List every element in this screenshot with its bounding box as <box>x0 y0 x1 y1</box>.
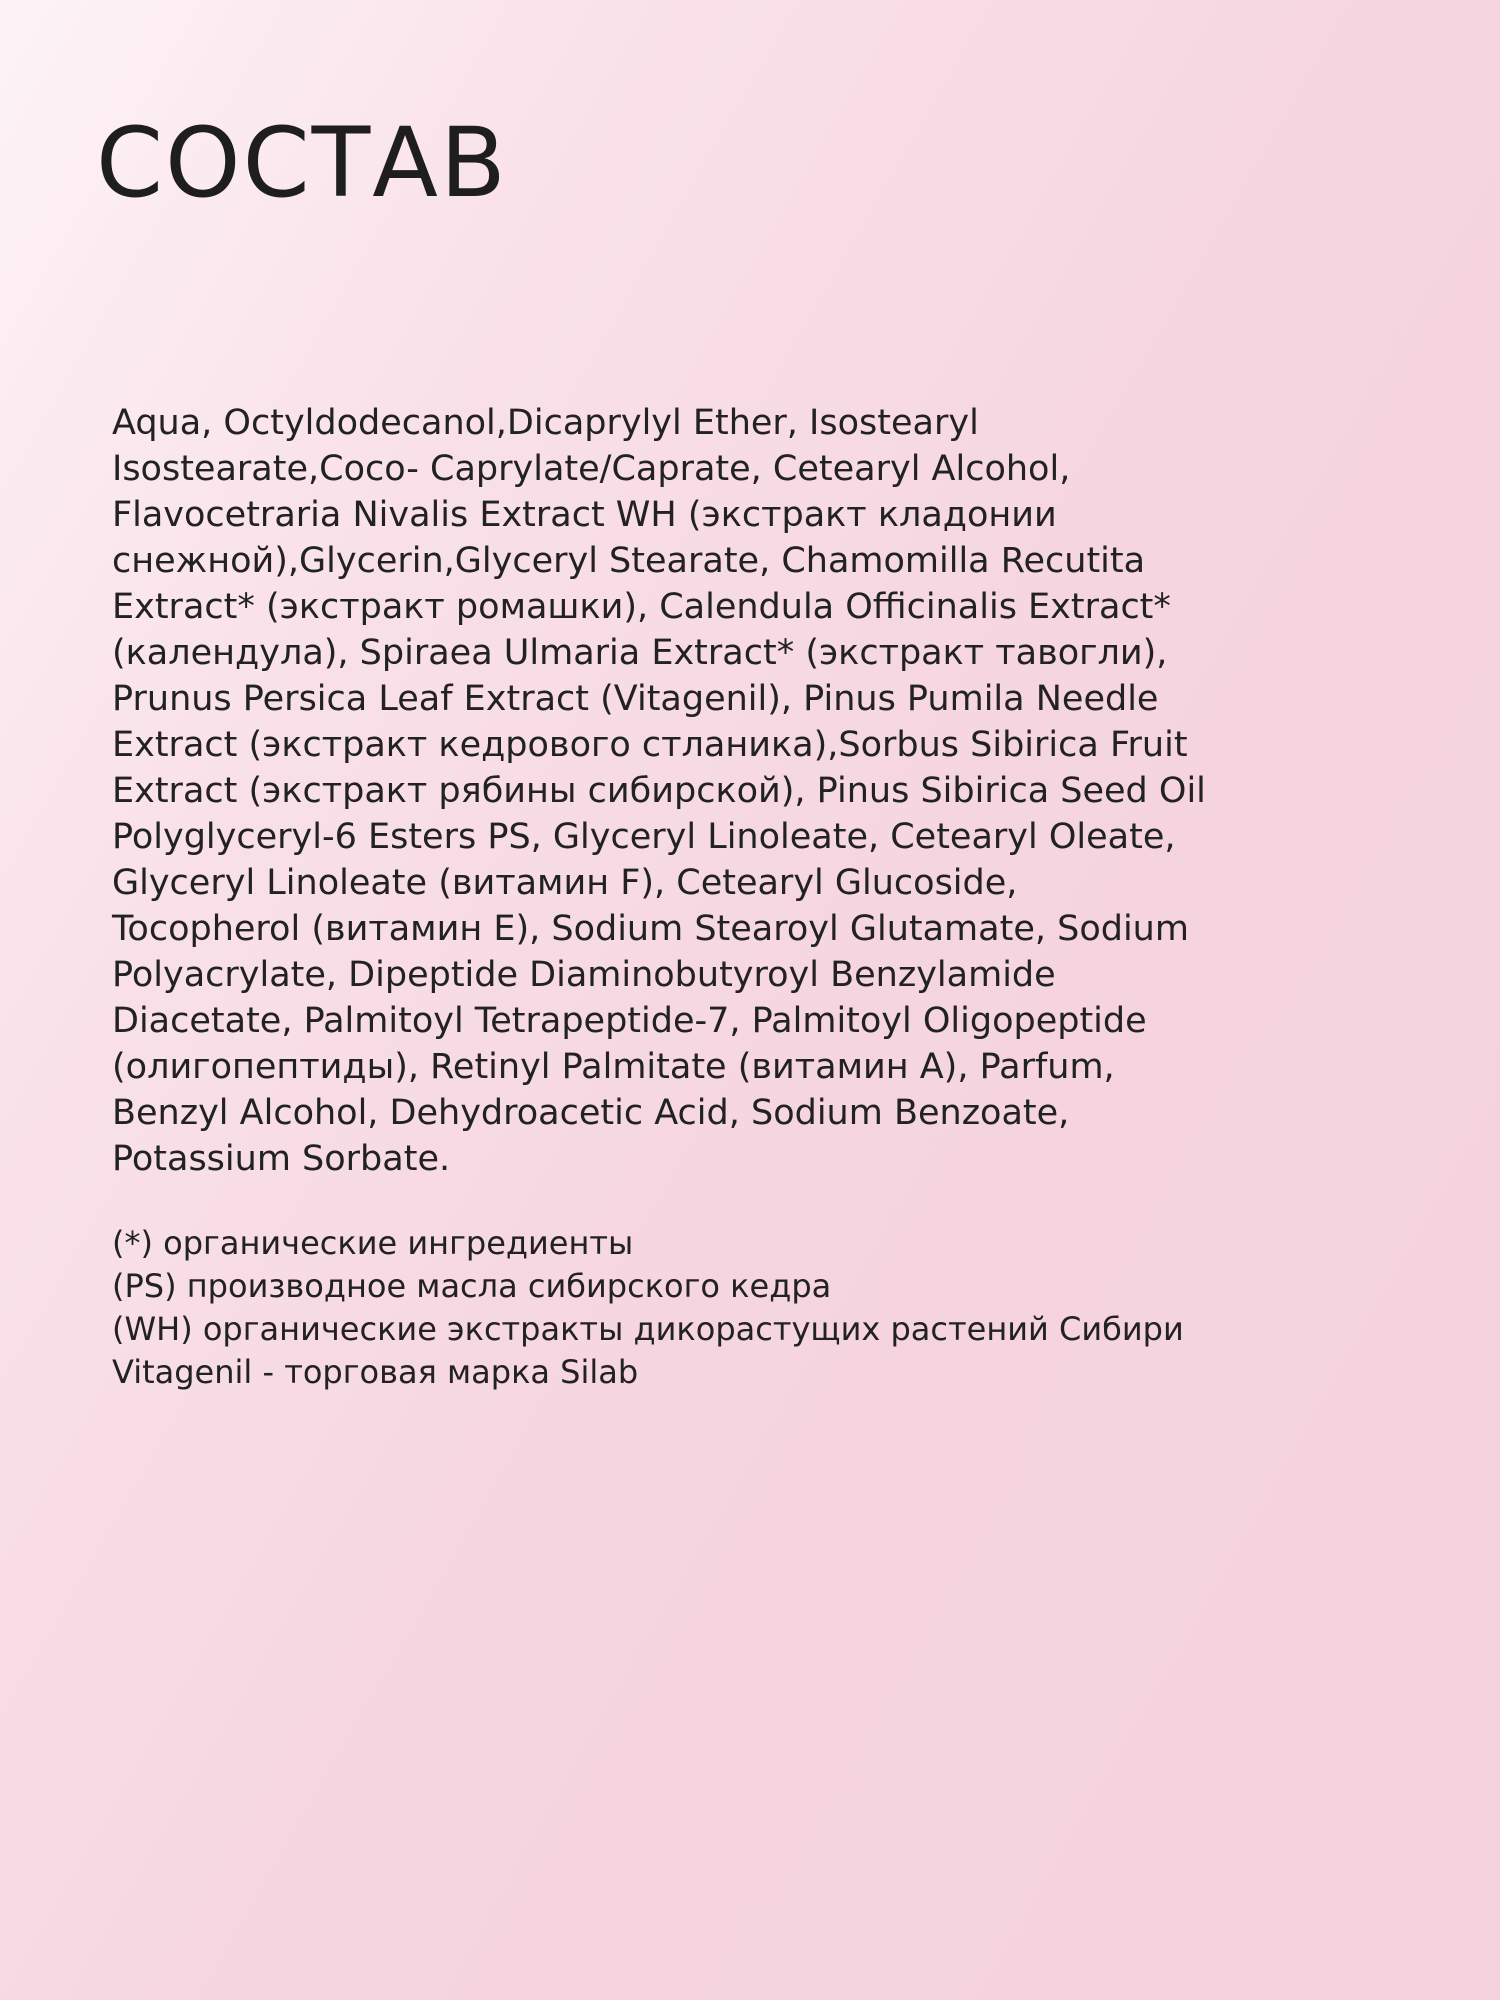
ingredients-line: Flavocetraria Nivalis Extract WH (экстракт кладонии <box>112 495 1057 535</box>
ingredients-line: (олигопептиды), Retinyl Palmitate (витамин A), Parfum, <box>112 1047 1115 1087</box>
ingredients-line: Extract (экстракт кедрового стланика),Sorbus Sibirica Fruit <box>112 725 1188 765</box>
ingredients-line: Diacetate, Palmitoyl Tetrapeptide-7, Palmitoyl Oligopeptide <box>112 1001 1147 1041</box>
page-title: СОСТАВ <box>96 107 508 219</box>
ingredients-line: (календула), Spiraea Ulmaria Extract* (экстракт тавогли), <box>112 633 1168 673</box>
ingredients-line: Polyglyceryl-6 Esters PS, Glyceryl Linoleate, Cetearyl Oleate, <box>112 817 1176 857</box>
ingredients-line: Aqua, Octyldodecanol,Dicaprylyl Ether, Isostearyl <box>112 403 979 443</box>
ingredients-line: Glyceryl Linoleate (витамин F), Cetearyl Glucoside, <box>112 863 1018 903</box>
ingredients-list <box>112 400 1412 1182</box>
ingredients-line: Extract (экстракт рябины сибирской), Pinus Sibirica Seed Oil <box>112 771 1206 811</box>
ingredients-line: Potassium Sorbate. <box>112 1139 451 1179</box>
footnotes <box>112 1222 1412 1394</box>
footnote-wh: (WH) органические экстракты дикорастущих растений Сибири <box>112 1310 1184 1348</box>
ingredients-line: Prunus Persica Leaf Extract (Vitagenil), Pinus Pumila Needle <box>112 679 1159 719</box>
ingredients-line: Isostearate,Coco- Caprylate/Caprate, Cetearyl Alcohol, <box>112 449 1071 489</box>
footnote-organic: (*) органические ингредиенты <box>112 1224 634 1262</box>
ingredients-line: Benzyl Alcohol, Dehydroacetic Acid, Sodium Benzoate, <box>112 1093 1070 1133</box>
ingredients-line: Extract* (экстракт ромашки), Calendula Officinalis Extract* <box>112 587 1171 627</box>
footnote-ps: (PS) производное масла сибирского кедра <box>112 1267 832 1305</box>
ingredients-line: Polyacrylate, Dipeptide Diaminobutyroyl Benzylamide <box>112 955 1056 995</box>
ingredients-line: Tocopherol (витамин E), Sodium Stearoyl Glutamate, Sodium <box>112 909 1189 949</box>
footnote-trademark: Vitagenil - торговая марка Silab <box>112 1353 639 1391</box>
ingredients-line: снежной),Glycerin,Glyceryl Stearate, Chamomilla Recutita <box>112 541 1146 581</box>
